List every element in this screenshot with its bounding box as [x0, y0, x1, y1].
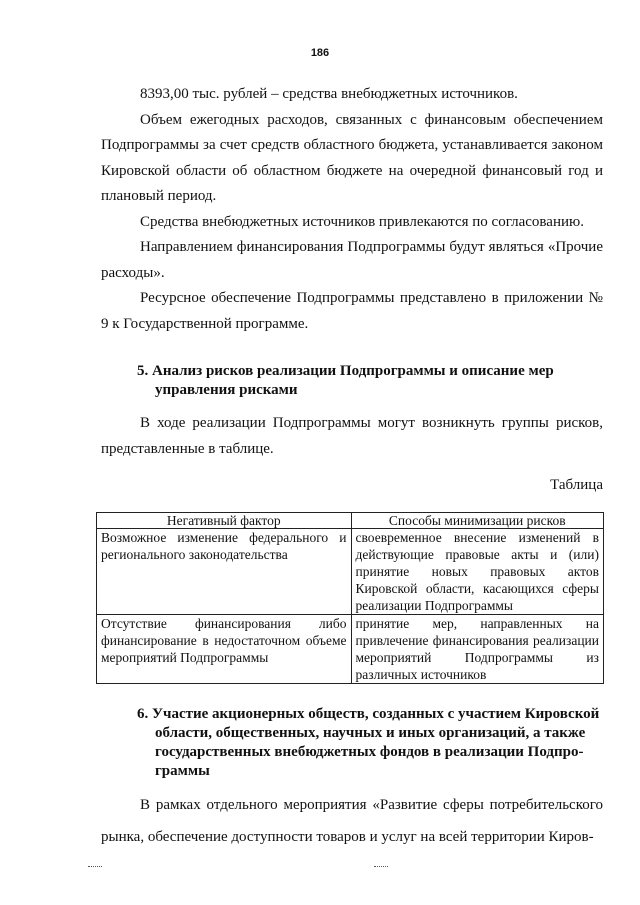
table-cell-factor: Отсутствие финансирования либо финансирование в недостаточном объеме мероприятий Подпрограммы [97, 615, 352, 684]
section-6-number: 6. [137, 706, 149, 722]
section-6-intro [101, 789, 603, 853]
paragraph: В ходе реализации Подпрограммы могут возникнуть группы рисков, представленные в таблице. [101, 415, 603, 457]
risks-table [96, 512, 604, 684]
table-row [97, 529, 604, 615]
section-6-title-line4: граммы [155, 763, 210, 779]
section-5-title-line1: Анализ рисков реализации Подпрограммы и описание мер [152, 363, 554, 379]
table-cell-mitigation: своевременное внесение изменений в действующие правовые акты и (или) принятие новых правовых актов Кировской области, касающихся сферы реализации Подпрограммы [351, 529, 603, 615]
paragraph: Средства внебюджетных источников привлекаются по согласованию. [140, 213, 584, 230]
paragraph: Ресурсное обеспечение Подпрограммы представлено в приложении № 9 к Государственной программе. [101, 290, 603, 332]
table-caption: Таблица [550, 477, 603, 493]
page-number: 186 [310, 47, 330, 59]
scan-artifact [88, 866, 102, 869]
scan-artifact [374, 866, 388, 869]
table-header-factor: Негативный фактор [97, 513, 352, 529]
section-6-title-line1: Участие акционерных обществ, созданных с участием Кировской [152, 706, 600, 722]
section-6-heading [137, 705, 603, 781]
table-header-mitigation: Способы минимизации рисков [351, 513, 603, 529]
section-5-heading [137, 362, 603, 400]
section-5-title-line2: управления рисками [155, 382, 298, 398]
paragraph: В рамках отдельного мероприятия «Развитие сферы потребительского рынка, обеспечение доступности товаров и услуг на всей территории Киров- [101, 797, 603, 845]
table-cell-factor: Возможное изменение федерального и регионального законодательства [97, 529, 352, 615]
table-cell-mitigation: принятие мер, направленных на привлечение финансирования реализации мероприятий Подпрограммы из различных источников [351, 615, 603, 684]
paragraph: Направлением финансирования Подпрограммы будут являться «Прочие расходы». [101, 239, 603, 281]
paragraph: Объем ежегодных расходов, связанных с финансовым обеспечением Подпрограммы за счет средств областного бюджета, устанавливается законом Кировской области об областном бюджете на очередной финансовый год и плановый период. [101, 111, 603, 204]
section-5-intro [101, 411, 603, 462]
section-6-title-line2: области, общественных, научных и иных организаций, а также [155, 725, 586, 741]
section-5-number: 5. [137, 363, 149, 379]
table-row [97, 615, 604, 684]
paragraph: 8393,00 тыс. рублей – средства внебюджетных источников. [140, 86, 518, 102]
table-header-row [97, 513, 604, 529]
section-6-title-line3: государственных внебюджетных фондов в реализации Подпро- [155, 744, 584, 760]
body-text-top [101, 82, 603, 337]
